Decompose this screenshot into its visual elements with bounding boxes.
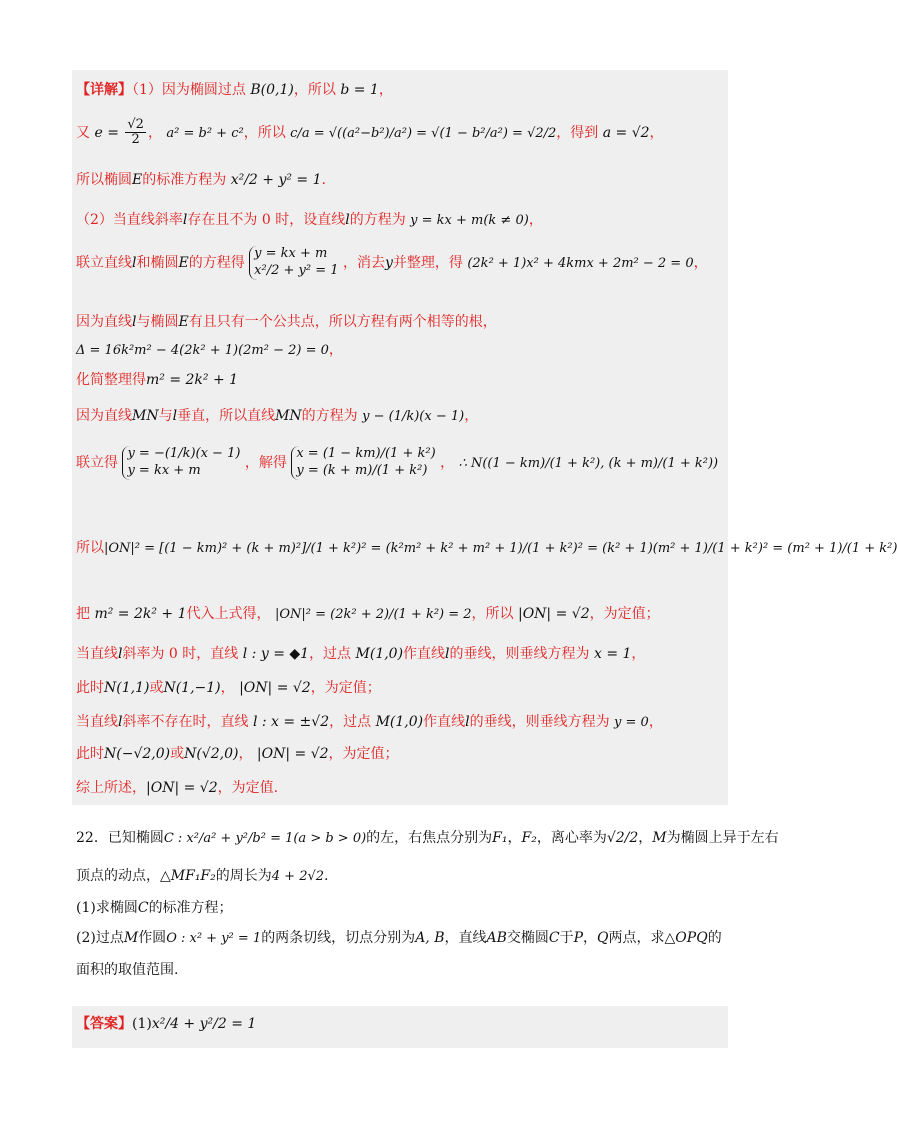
solution-line-7: Δ = 16k²m² − 4(2k² + 1)(2m² − 2) = 0， (76, 342, 343, 358)
solution-line-12: 把 m² = 2k² + 1代入上式得， |ON|² = (2k² + 2)/(1 + k²) = 2，所以 |ON| = √2，为定值； (76, 606, 660, 622)
solution-line-15: 当直线l斜率不存在时，直线 l : x = ±√2，过点 M(1,0)作直线l的垂线，则垂线方程为 y = 0， (76, 714, 663, 730)
solution-line-9: 因为直线MN与l垂直，所以直线MN的方程为 y − (1/k)(x − 1)， (76, 408, 479, 424)
question-22-line-2: 顶点的动点，△MF₁F₂的周长为4 + 2√2. (76, 868, 329, 884)
solution-line-1: 【详解】（1）因为椭圆过点 B(0,1)，所以 b = 1， (76, 82, 393, 98)
answer-line: 【答案】(1)x²/4 + y²/2 = 1 (76, 1016, 257, 1032)
solution-line-16: 此时N(−√2,0)或N(√2,0)， |ON| = √2，为定值； (76, 746, 399, 762)
question-22-line-1: 22．已知椭圆C : x²/a² + y²/b² = 1(a > b > 0)的左，右焦点分别为F₁，F₂，离心率为√2/2，M为椭圆上异于左右 (76, 830, 779, 846)
solution-line-14: 此时N(1,1)或N(1,−1)， |ON| = √2，为定值； (76, 680, 381, 696)
solution-line-2: 又 e = $\frac{√2}{2}$ ， a² = b² + c²，所以 c/a = √((a²−b²)/a²) = √(1 − b²/a²) = √2/2，得到 a = √2， (76, 117, 664, 148)
solution-line-10: 联立得 y = −(1/k)(x − 1) y = kx + m ，解得 x = (1 − km)/(1 + k²) y = (k + m)/(1 + k²) ， ∴ N((1 − km)/(1 + k²), (k + m)/(1 + k²)) (76, 446, 719, 478)
equation-system: y = kx + m x²/2 + y² = 1 (249, 246, 338, 280)
solution-line-13: 当直线l斜率为 0 时，直线 l : y = ◆1，过点 M(1,0)作直线l的垂线，则垂线方程为 x = 1， (76, 646, 646, 662)
solution-line-8: 化简整理得m² = 2k² + 1 (76, 372, 239, 388)
solution-line-5: 联立直线l和椭圆E的方程得 y = kx + m x²/2 + y² = 1 ，消去y并整理，得 (2k² + 1)x² + 4kmx + 2m² − 2 = 0， (76, 246, 708, 278)
question-22-part-1: (1)求椭圆C的标准方程； (76, 900, 233, 916)
solution-line-4: （2）当直线斜率l存在且不为 0 时，设直线l的方程为 y = kx + m(k ≠ 0)， (76, 212, 543, 228)
question-22-part-2: (2)过点M作圆O : x² + y² = 1的两条切线，切点分别为A, B，直线AB交椭圆C于P，Q两点，求△OPQ的 (76, 930, 722, 946)
detail-tag: 【详解】 (76, 82, 132, 98)
solution-line-6: 因为直线l与椭圆E有且只有一个公共点，所以方程有两个相等的根， (76, 314, 497, 330)
answer-tag: 【答案】 (76, 1016, 132, 1032)
equation-system: y = −(1/k)(x − 1) y = kx + m (122, 446, 240, 480)
equation-system: x = (1 − km)/(1 + k²) y = (k + m)/(1 + k²) (291, 446, 435, 480)
solution-line-3: 所以椭圆E的标准方程为 x²/2 + y² = 1. (76, 172, 326, 188)
solution-line-17: 综上所述，|ON| = √2，为定值. (76, 780, 279, 796)
solution-line-11: 所以|ON|² = [(1 − km)² + (k + m)²]/(1 + k²)² = (k²m² + k² + m² + 1)/(1 + k²)² = (k² + 1)(m² + 1)/(1 + k²)² = (m² + 1)/(1 + k²) (76, 540, 897, 556)
question-22-line-5: 面积的取值范围. (76, 962, 179, 978)
fraction: $\frac{√2}{2}$ (127, 117, 144, 148)
